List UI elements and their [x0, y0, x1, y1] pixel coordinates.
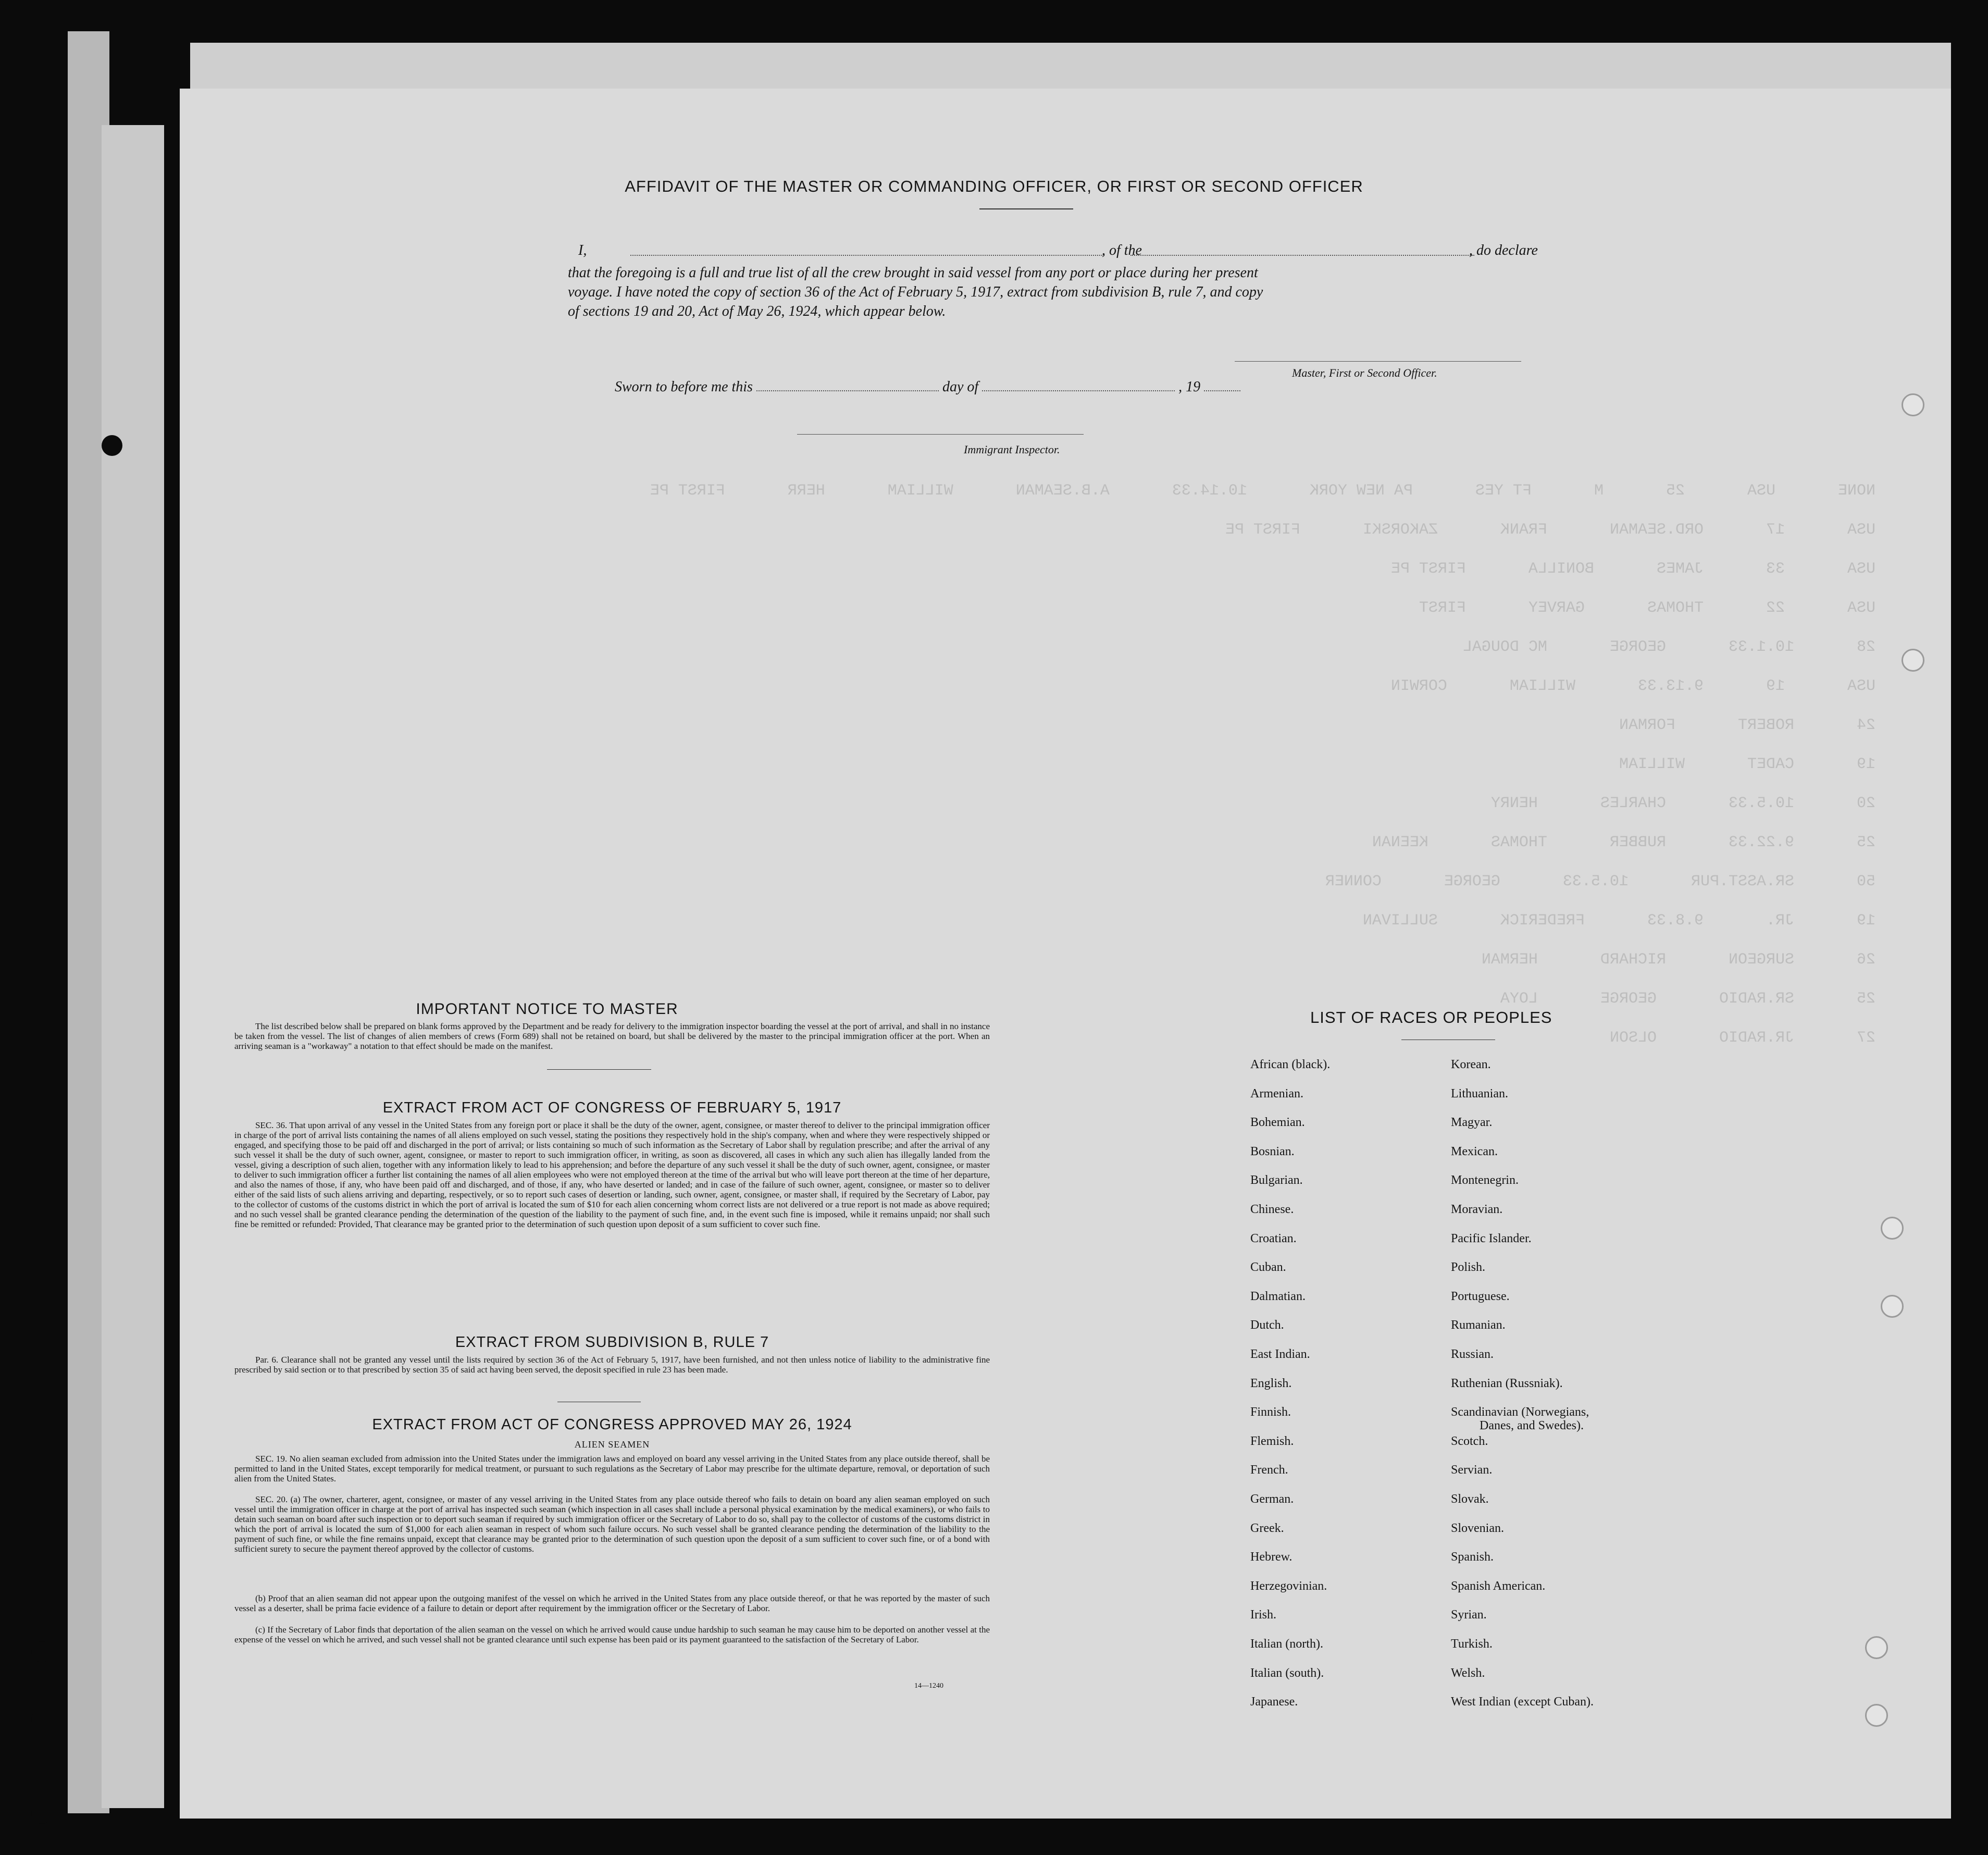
race-item: Cuban.: [1250, 1260, 1286, 1275]
bleed-cell: THOMAS: [1647, 599, 1704, 617]
sec20a-text: SEC. 20. (a) The owner, charterer, agent, consignee, or master of any vessel arriving in the United States from any place outside thereof who fails to detain on board any alien seaman employed on such vessel until the immigration officer in charge at the port of arrival has inspected such seaman (which inspection in all cases shall include a personal physical examination by the medical examiners), or who fails to detain such seaman on board after such inspection or to deport such seaman if required by such immigration officer or the Secretary of Labor to do so, shall pay to the collector of customs of the customs district in which the port of arrival is located the sum of $1,000 for each alien seaman in respect of whom such failure occurs. No such vessel shall be granted clearance pending the determination of the liability to the payment of such fine, or while the fine remains unpaid, except that clearance may be granted prior to the determination of such question upon the deposit of a sum sufficient to cover such fine, or of a bond with sufficient surety to secure the payment thereof approved by the collector of customs.: [234, 1494, 990, 1554]
race-item: Croatian.: [1250, 1231, 1297, 1245]
bleed-cell: GEORGE: [1609, 638, 1666, 656]
bleed-cell: FRANK: [1500, 521, 1547, 539]
bleed-cell: WILLIAM: [1619, 756, 1685, 773]
bleed-cell: FIRST PE: [650, 482, 725, 500]
bleed-cell: 10.1.33: [1728, 638, 1794, 656]
bleed-cell: FIRST PE: [1390, 560, 1466, 578]
bleed-cell: JR.: [1766, 912, 1794, 930]
bleed-cell: FIRST PE: [1225, 521, 1300, 539]
bleed-row: [365, 873, 1875, 891]
race-item: Spanish American.: [1451, 1579, 1546, 1593]
bleed-cell: BONILLA: [1528, 560, 1594, 578]
notice-rule: [547, 1069, 651, 1070]
race-item: Bohemian.: [1250, 1116, 1305, 1130]
title-rule: [979, 208, 1073, 209]
race-item: Polish.: [1451, 1260, 1486, 1275]
ring-hole: [1865, 1704, 1888, 1727]
bleed-cell: THOMAS: [1490, 834, 1547, 851]
race-item: Korean.: [1451, 1058, 1491, 1071]
ring-hole: [1881, 1295, 1904, 1318]
bleed-row: [365, 560, 1875, 578]
race-item: Finnish.: [1250, 1405, 1291, 1419]
race-item: Magyar.: [1451, 1116, 1493, 1130]
ring-hole: [1865, 1636, 1888, 1659]
affidavit-title: AFFIDAVIT OF THE MASTER OR COMMANDING OFFICER, OR FIRST OR SECOND OFFICER: [625, 177, 1363, 195]
race-item: Russian.: [1451, 1347, 1494, 1361]
bleed-cell: KEENAN: [1372, 834, 1428, 851]
day-of-label: day of: [942, 379, 979, 395]
affidavit-of: , of the: [1102, 242, 1142, 258]
bleed-cell: USA: [1747, 482, 1775, 500]
bleed-row: [365, 521, 1875, 539]
sworn-line: [615, 379, 1240, 395]
left-page-edge: [102, 125, 164, 1808]
extract-1917-text: SEC. 36. That upon arrival of any vessel in the United States from any foreign port or place it shall be the duty of the owner, agent, consignee, or master thereof to deliver to the principal immigration officer in charge of the port of arrival lists containing the names of all aliens employed on such vessel, stating the positions they respectively hold in the ship's company, when and where they were respectively shipped or engaged, and specifying those to be paid off and discharged in the port of arrival; or lists containing so much of such information as the Secretary of Labor shall by regulation prescribe; and after the arrival of any such vessel it shall be the duty of such owner, agent, consignee, or master to report to such immigration officer, in writing, as soon as discovered, all cases in which any such alien has illegally landed from the vessel, giving a description of such alien, together with any information likely to lead to his apprehension; and before the departure of any such vessel it shall be the duty of such owner, agent, consignee, or master to deliver to such immigration officer a further list containing the names of all alien employees who were not employed thereon at the time of the arrival but who will leave port thereon at the time of her departure, and also the names of those, if any, who have been paid off and discharged, and of those, if any, who have deserted or landed; and in case of the failure of such owner, agent, consignee, or master so to deliver either of the said lists of such aliens arriving and departing, respectively, or so to report such cases of desertion or landing, such owner, agent, consignee, or master shall, if required by the Secretary of Labor, pay to the collector of customs of the customs district in which the port of arrival is located the sum of $10 for each alien concerning whom correct lists are not delivered or a true report is not made as above required; and no such vessel shall be granted clearance pending the determination of the question of the liability to the payment of such fine, and, in the event such fine is imposed, while it remains unpaid; nor shall such fine be remitted or refunded: Provided, That clearance may be granted prior to the determination of such question upon deposit of a sum sufficient to cover such fine.: [234, 1120, 990, 1229]
affidavit-line3: voyage. I have noted the copy of section 36 of the Act of February 5, 1917, extract from subdivision B, rule 7, and copy: [568, 284, 1263, 300]
extract-1924-title: EXTRACT FROM ACT OF CONGRESS APPROVED MAY 26, 1924: [372, 1416, 852, 1433]
bleed-cell: 10.5.33: [1728, 795, 1794, 812]
bleed-row: [365, 795, 1875, 812]
bleed-cell: MC DOUGAL: [1462, 638, 1547, 656]
master-signature-label: Master, First or Second Officer.: [1292, 366, 1437, 379]
bleed-cell: 22: [1766, 599, 1785, 617]
race-item: Herzegovinian.: [1250, 1579, 1327, 1593]
race-item: Turkish.: [1451, 1637, 1493, 1651]
race-item: English.: [1250, 1376, 1292, 1390]
race-item: West Indian (except Cuban).: [1451, 1695, 1594, 1709]
race-item: Mexican.: [1451, 1144, 1498, 1158]
race-item: Bosnian.: [1250, 1144, 1295, 1158]
race-item: Moravian.: [1451, 1203, 1503, 1216]
bleed-cell: 19: [1856, 912, 1875, 930]
bleed-cell: 25: [1666, 482, 1685, 500]
affidavit-i: I,: [578, 242, 587, 258]
bleed-cell: USA: [1847, 677, 1875, 695]
bleed-cell: HENRY: [1490, 795, 1538, 812]
bleed-cell: USA: [1847, 521, 1875, 539]
notice-text: The list described below shall be prepared on blank forms approved by the Department and be ready for delivery to the immigration inspector boarding the vessel at the port of arrival, and shall in no instance be taken from the vessel. The list of changes of alien members of crews (Form 689) shall not be retained on board, but shall be delivered by the master to the principal immigration officer at the port. When an arriving seaman is a "workaway" a notation to that effect should be made on the manifest.: [234, 1021, 990, 1051]
race-item: Lithuanian.: [1451, 1086, 1508, 1100]
bleed-cell: CORWIN: [1390, 677, 1447, 695]
bleed-cell: ZAKORSKI: [1362, 521, 1438, 539]
races-title: LIST OF RACES OR PEOPLES: [1310, 1008, 1552, 1027]
sec20c-text: (c) If the Secretary of Labor finds that deportation of the alien seaman on the vessel on which he arrived would cause undue hardship to such seaman he may cause him to be deported on another vessel at the expense of the vessel on which he arrived, and such vessel shall not be granted clearance until such expense has been paid or its payment guaranteed to the satisfaction of the Secretary of Labor.: [234, 1625, 990, 1644]
bleed-cell: SURGEON: [1728, 951, 1794, 969]
race-item: Scotch.: [1451, 1434, 1488, 1448]
punch-hole: [102, 435, 122, 456]
bleed-cell: 25: [1856, 990, 1875, 1008]
bleed-cell: CONNER: [1325, 873, 1382, 891]
race-item: Ruthenian (Russniak).: [1451, 1376, 1563, 1390]
race-item: French.: [1250, 1463, 1288, 1477]
bleed-cell: SR.ASST.PUR: [1691, 873, 1794, 891]
race-item: Armenian.: [1250, 1086, 1303, 1100]
bleed-cell: SR.RADIO: [1719, 990, 1794, 1008]
affidavit-line4: of sections 19 and 20, Act of May 26, 1924, which appear below.: [568, 303, 946, 319]
bleed-cell: 20: [1856, 795, 1875, 812]
bleed-cell: 9.8.33: [1647, 912, 1704, 930]
bleed-cell: RICHARD: [1600, 951, 1666, 969]
sworn-label: Sworn to before me this: [615, 379, 753, 395]
sworn-date-field: [756, 380, 939, 391]
race-item: Syrian.: [1451, 1608, 1487, 1622]
sec19-text: SEC. 19. No alien seaman excluded from admission into the United States under the immigration laws and employed on board any vessel arriving in the United States from any place outside thereof, shall be permitted to land in the United States, except temporarily for medical treatment, or pursuant to such regulations as the Secretary of Labor may prescribe for the ultimate departure, removal, or deportation of such alien from the United States.: [234, 1454, 990, 1483]
race-item: Welsh.: [1451, 1666, 1485, 1680]
bleed-cell: USA: [1847, 599, 1875, 617]
bleed-row: [365, 599, 1875, 617]
race-item: Dutch.: [1250, 1318, 1284, 1332]
bleed-cell: GEORGE: [1600, 990, 1657, 1008]
bleed-cell: 24: [1856, 716, 1875, 734]
bleed-cell: LOYA: [1500, 990, 1538, 1008]
bleed-cell: FIRST: [1419, 599, 1466, 617]
race-item: Japanese.: [1250, 1695, 1298, 1709]
bleed-cell: OLSON: [1609, 1029, 1657, 1047]
race-item: German.: [1250, 1492, 1294, 1506]
bleed-cell: WILLIAM: [887, 482, 953, 500]
punch-hole: [31, 1709, 52, 1730]
bleed-cell: CHARLES: [1600, 795, 1666, 812]
bleed-row: [365, 482, 1875, 500]
extract-1917-title: EXTRACT FROM ACT OF CONGRESS OF FEBRUARY 5, 1917: [382, 1099, 842, 1116]
bleed-row: [365, 716, 1875, 734]
bleed-cell: JR.RADIO: [1719, 1029, 1794, 1047]
year-label: , 19: [1178, 379, 1201, 395]
ring-hole: [1902, 649, 1924, 672]
bleed-row: [365, 951, 1875, 969]
bleed-cell: 10.14.33: [1172, 482, 1247, 500]
bleed-cell: 27: [1856, 1029, 1875, 1047]
bleed-cell: JAMES: [1656, 560, 1704, 578]
race-item: Irish.: [1250, 1608, 1276, 1622]
race-item: Portuguese.: [1451, 1289, 1510, 1303]
race-item: East Indian.: [1250, 1347, 1310, 1361]
sworn-month-field: [982, 380, 1175, 391]
rule7-text: Par. 6. Clearance shall not be granted any vessel until the lists required by section 36 of the Act of February 5, 1917, have been furnished, and not then unless notice of liability to the administrative fine prescribed by said section or to that prescribed by section 35 of said act having been served, the deposit specified in rule 23 has been made.: [234, 1355, 990, 1375]
bleed-cell: ROBERT: [1737, 716, 1794, 734]
bleed-cell: ORD.SEAMAN: [1609, 521, 1704, 539]
rule7-title: EXTRACT FROM SUBDIVISION B, RULE 7: [455, 1334, 769, 1351]
race-item: Hebrew.: [1250, 1550, 1293, 1564]
race-item: Pacific Islander.: [1451, 1231, 1532, 1245]
master-signature-line: [1235, 361, 1521, 362]
notice-title: IMPORTANT NOTICE TO MASTER: [416, 1000, 678, 1018]
race-item-continuation: Danes, and Swedes).: [1480, 1419, 1584, 1433]
race-item: Bulgarian.: [1250, 1173, 1303, 1188]
sworn-year-field: [1204, 380, 1240, 391]
race-item: Dalmatian.: [1250, 1289, 1306, 1303]
race-item: Montenegrin.: [1451, 1173, 1519, 1188]
punch-hole: [31, 1641, 52, 1662]
bleed-cell: CADET: [1747, 756, 1794, 773]
bleed-cell: HERR: [787, 482, 825, 500]
race-item: Servian.: [1451, 1463, 1493, 1477]
bleed-cell: 17: [1766, 521, 1785, 539]
bleed-cell: M: [1594, 482, 1604, 500]
bleed-cell: 25: [1856, 834, 1875, 851]
bleed-cell: A.B.SEAMAN: [1015, 482, 1110, 500]
form-number: 14—1240: [914, 1682, 943, 1690]
vessel-name-field: [1130, 242, 1474, 256]
sec20b-text: (b) Proof that an alien seaman did not appear upon the outgoing manifest of the vessel on which he arrived in the United States from any place outside thereof, or that he was reported by the master of such vessel as a deserter, shall be prima facie evidence of a failure to detain or deport after requirement by the immigration officer or the Secretary of Labor.: [234, 1593, 990, 1613]
bleed-cell: 26: [1856, 951, 1875, 969]
bleed-row: [365, 912, 1875, 930]
punch-hole: [31, 1803, 52, 1824]
bleed-row: [365, 834, 1875, 851]
bleed-cell: WILLIAM: [1509, 677, 1575, 695]
bleed-cell: USA: [1847, 560, 1875, 578]
bleed-cell: FREDERICK: [1500, 912, 1585, 930]
bleed-cell: 9.13.33: [1637, 677, 1704, 695]
bleed-cell: PA NEW YORK: [1309, 482, 1413, 500]
race-item: Slovenian.: [1451, 1521, 1504, 1535]
ring-hole: [1881, 1217, 1904, 1240]
race-item: Italian (north).: [1250, 1637, 1323, 1651]
bleed-row: [365, 677, 1875, 695]
bleed-cell: SULLIVAN: [1362, 912, 1438, 930]
race-item: Italian (south).: [1250, 1666, 1324, 1680]
bleed-cell: 19: [1856, 756, 1875, 773]
race-item: Flemish.: [1250, 1434, 1294, 1448]
bleed-cell: GEORGE: [1444, 873, 1500, 891]
bleed-cell: HERMAN: [1481, 951, 1538, 969]
bleed-cell: FT YES: [1475, 482, 1532, 500]
affidavit-line2: that the foregoing is a full and true list of all the crew brought in said vessel from any port or place during her present: [568, 265, 1258, 281]
race-item: Slovak.: [1451, 1492, 1489, 1506]
bleed-cell: FORMAN: [1619, 716, 1675, 734]
bleed-cell: 33: [1766, 560, 1785, 578]
race-item: Rumanian.: [1451, 1318, 1506, 1332]
race-item: Chinese.: [1250, 1203, 1294, 1216]
master-name-field: [630, 242, 1104, 256]
inspector-signature-line: [797, 434, 1084, 435]
bleed-cell: 28: [1856, 638, 1875, 656]
race-item: Greek.: [1250, 1521, 1284, 1535]
inspector-label: Immigrant Inspector.: [964, 443, 1060, 456]
bleed-cell: 19: [1766, 677, 1785, 695]
race-item: Scandinavian (Norwegians,: [1451, 1405, 1589, 1419]
bleed-row: [365, 756, 1875, 773]
bleed-cell: 50: [1856, 873, 1875, 891]
affidavit-declare: , do declare: [1469, 242, 1538, 258]
bleed-cell: 10.5.33: [1562, 873, 1629, 891]
ring-hole: [1902, 393, 1924, 416]
bleed-cell: GARVEY: [1528, 599, 1585, 617]
bleed-cell: 9.22.33: [1728, 834, 1794, 851]
bleed-row: [365, 638, 1875, 656]
race-item: Spanish.: [1451, 1550, 1494, 1564]
alien-seamen-subtitle: ALIEN SEAMEN: [574, 1439, 650, 1450]
bleed-cell: NONE: [1837, 482, 1875, 500]
race-item: African (black).: [1250, 1058, 1331, 1071]
bleed-cell: RUBBER: [1609, 834, 1666, 851]
